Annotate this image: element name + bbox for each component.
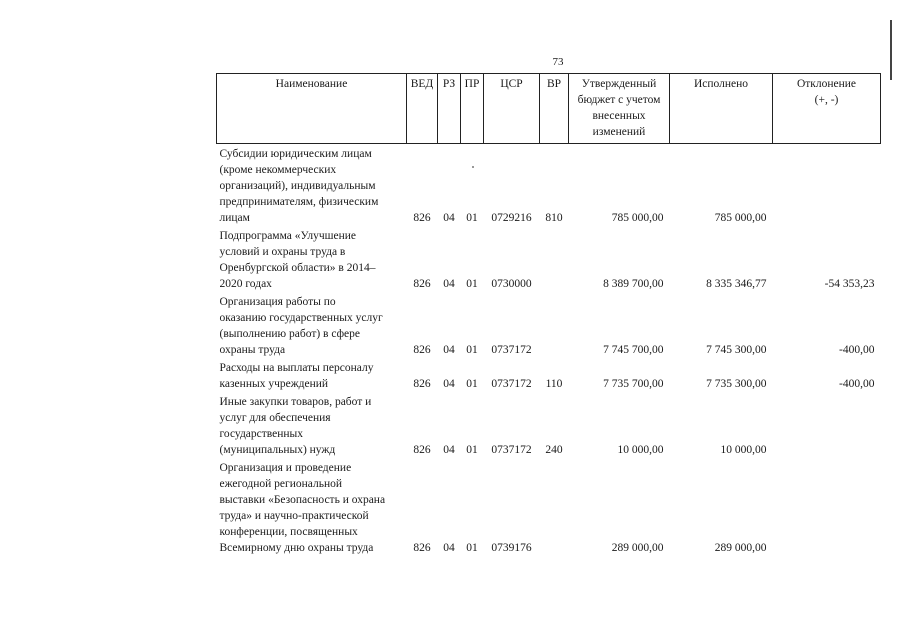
- row-csr: 0730000: [491, 278, 532, 290]
- row-rz: 04: [443, 212, 455, 224]
- row-rz: 04: [443, 444, 455, 456]
- row-pr: 01: [466, 344, 478, 356]
- row-executed: 7 735 300,00: [706, 378, 767, 390]
- name-line: лицам: [219, 212, 250, 224]
- row-ved: 826: [413, 278, 431, 290]
- row-vr: 110: [545, 378, 563, 390]
- row-rz: 04: [443, 542, 455, 554]
- name-line: (муниципальных) нужд: [219, 444, 336, 456]
- page-number: 73: [552, 56, 564, 68]
- name-line: Организация и проведение: [219, 462, 352, 474]
- header-approved-budget: [569, 74, 670, 144]
- row-vr: 810: [545, 212, 563, 224]
- row-approved: 289 000,00: [611, 542, 664, 554]
- header-deviation-line: Отклонение: [796, 78, 857, 90]
- row-approved: 7 745 700,00: [603, 344, 664, 356]
- row-approved: 10 000,00: [617, 444, 664, 456]
- row-deviation: [773, 458, 881, 556]
- row-ved: 826: [413, 378, 431, 390]
- name-line: государственных: [219, 428, 304, 440]
- header-csr: ЦСР: [484, 74, 540, 144]
- row-name: [217, 226, 407, 292]
- name-line: охраны труда: [219, 344, 286, 356]
- header-rz: РЗ: [438, 74, 461, 144]
- row-ved: 826: [413, 344, 431, 356]
- header-pr: ПР: [461, 74, 484, 144]
- table-row: [217, 358, 881, 392]
- table-row: [217, 392, 881, 458]
- row-vr: [540, 292, 569, 358]
- budget-execution-table: [216, 73, 881, 556]
- name-line: Организация работы по: [219, 296, 336, 308]
- name-line: казенных учреждений: [219, 378, 329, 390]
- row-csr: 0739176: [491, 542, 532, 554]
- row-vr: [540, 226, 569, 292]
- table-row: [217, 458, 881, 556]
- row-pr: 01: [466, 542, 478, 554]
- table-body: [217, 144, 881, 557]
- row-ved: 826: [413, 542, 431, 554]
- name-line: организаций), индивидуальным: [219, 180, 376, 192]
- header-executed: Исполнено: [670, 74, 773, 144]
- header-vr: ВР: [540, 74, 569, 144]
- row-name: [217, 358, 407, 392]
- name-line: ежегодной региональной: [219, 478, 343, 490]
- table-row: [217, 292, 881, 358]
- header-deviation: [773, 74, 881, 144]
- page-edge-mark: [890, 20, 892, 80]
- row-pr: 01: [466, 378, 478, 390]
- row-csr: 0737172: [491, 378, 532, 390]
- row-vr: [540, 458, 569, 556]
- header-deviation-line: (+, -): [814, 94, 839, 106]
- row-pr: 01: [466, 212, 478, 224]
- row-rz: 04: [443, 278, 455, 290]
- header-approved-line: изменений: [592, 126, 646, 138]
- name-line: Иные закупки товаров, работ и: [219, 396, 372, 408]
- name-line: выставки «Безопасность и охрана: [219, 494, 386, 506]
- header-ved: ВЕД: [407, 74, 438, 144]
- row-vr: 240: [545, 444, 563, 456]
- row-deviation: [773, 392, 881, 458]
- row-executed: 8 335 346,77: [706, 278, 767, 290]
- header-approved-line: бюджет с учетом: [577, 94, 661, 106]
- row-csr: 0737172: [491, 444, 532, 456]
- table-header: [217, 74, 881, 144]
- row-pr: 01: [466, 444, 478, 456]
- row-rz: 04: [443, 344, 455, 356]
- table-row: [217, 144, 881, 227]
- row-approved: 8 389 700,00: [603, 278, 664, 290]
- row-ved: 826: [413, 212, 431, 224]
- row-executed: 785 000,00: [714, 212, 767, 224]
- header-approved-line: внесенных: [592, 110, 646, 122]
- name-line: Расходы на выплаты персоналу: [219, 362, 374, 374]
- row-approved: 7 735 700,00: [603, 378, 664, 390]
- name-line: оказанию государственных услуг: [219, 312, 383, 324]
- name-line: конференции, посвященных: [219, 526, 358, 538]
- row-name: [217, 392, 407, 458]
- row-deviation: -54 353,23: [824, 278, 875, 290]
- row-deviation: [773, 144, 881, 227]
- row-deviation: -400,00: [839, 378, 875, 390]
- name-line: Субсидии юридическим лицам: [219, 148, 372, 160]
- name-line: предпринимателям, физическим: [219, 196, 379, 208]
- table-row: [217, 226, 881, 292]
- row-executed: 7 745 300,00: [706, 344, 767, 356]
- row-ved: 826: [413, 444, 431, 456]
- header-approved-line: Утвержденный: [581, 78, 657, 90]
- row-executed: 289 000,00: [714, 542, 767, 554]
- name-line: труда» и научно-практической: [219, 510, 369, 522]
- row-executed: 10 000,00: [720, 444, 767, 456]
- name-line: Подпрограмма «Улучшение: [219, 230, 356, 242]
- name-line: услуг для обеспечения: [219, 412, 331, 424]
- name-line: (кроме некоммерческих: [219, 164, 337, 176]
- row-name: [217, 144, 407, 227]
- row-pr: 01: [466, 278, 478, 290]
- name-line: условий и охраны труда в: [219, 246, 346, 258]
- row-deviation: -400,00: [839, 344, 875, 356]
- row-name: [217, 292, 407, 358]
- row-csr: 0729216: [491, 212, 532, 224]
- row-approved: 785 000,00: [611, 212, 664, 224]
- header-name: Наименование: [217, 74, 407, 144]
- name-line: Всемирному дню охраны труда: [219, 542, 374, 554]
- name-line: Оренбургской области» в 2014–: [219, 262, 376, 274]
- name-line: (выполнению работ) в сфере: [219, 328, 361, 340]
- row-name: [217, 458, 407, 556]
- name-line: 2020 годах: [219, 278, 272, 290]
- row-rz: 04: [443, 378, 455, 390]
- row-csr: 0737172: [491, 344, 532, 356]
